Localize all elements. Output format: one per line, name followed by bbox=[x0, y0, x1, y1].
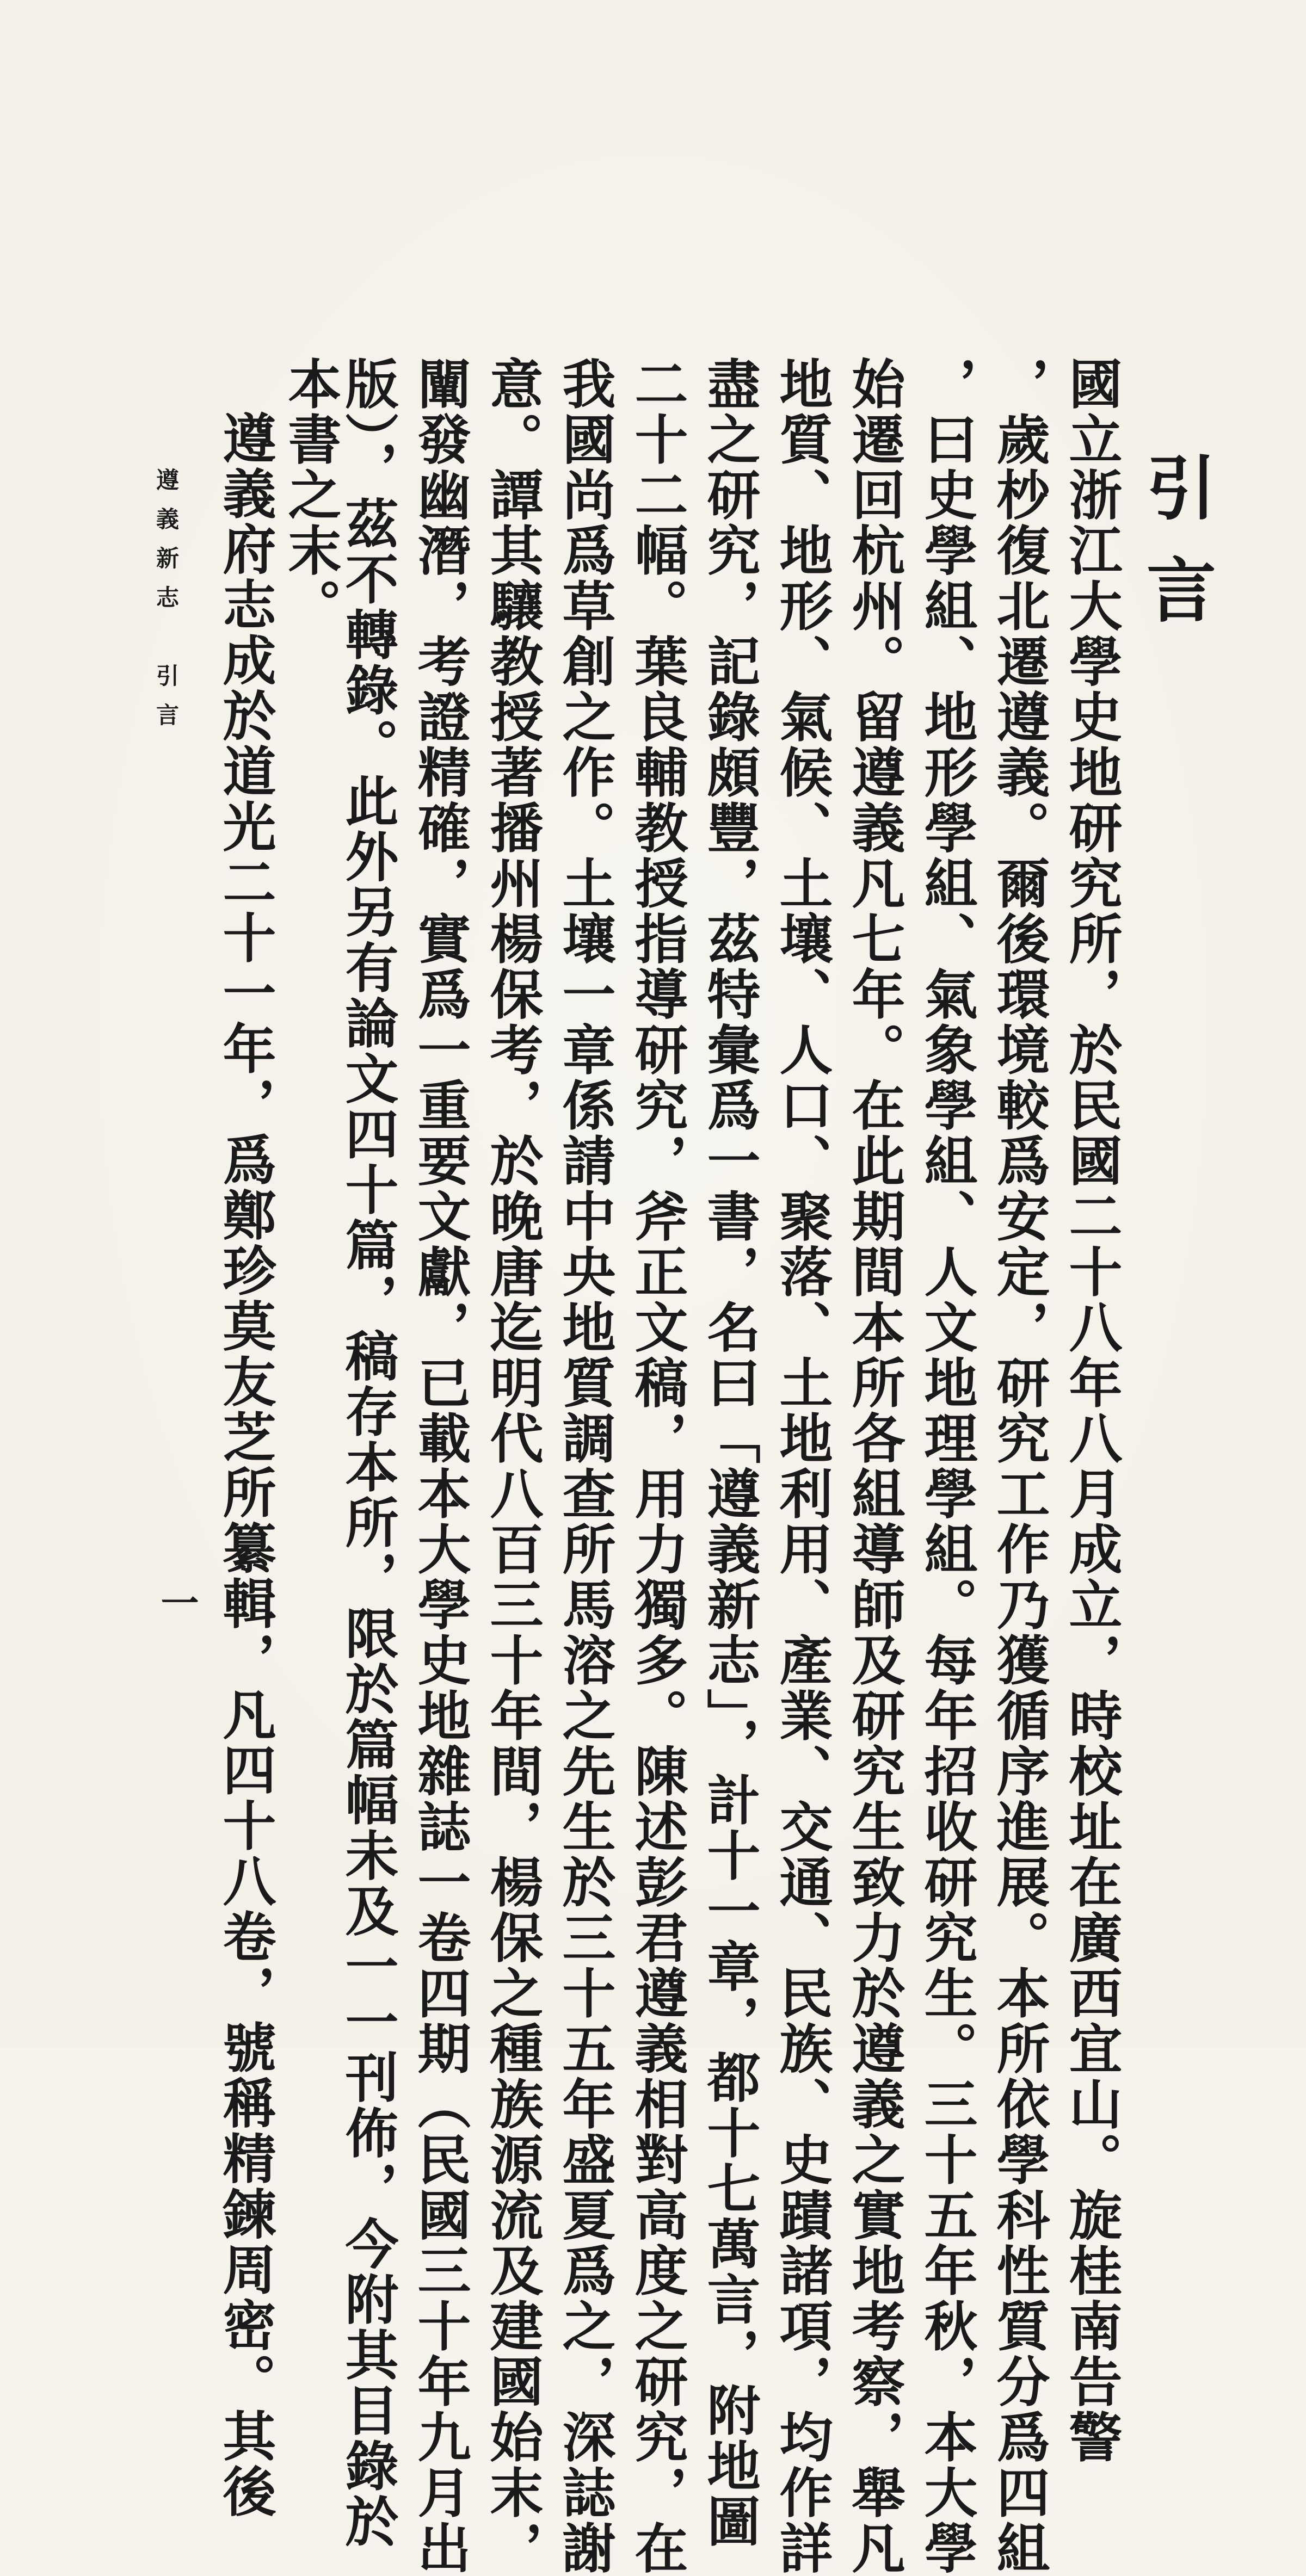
body-column-10: 闡發幽潛，考證精確，實爲一重要文獻，已載本大學史地雜誌一卷四期（民國三十年九月出 bbox=[409, 356, 471, 2576]
body-column-13: 遵義府志成於道光二十一年，爲鄭珍莫友芝所纂輯，凡四十八卷，號稱精鍊周密。其後 bbox=[214, 411, 276, 2519]
body-column-8: 我國尚爲草創之作。土壤一章係請中央地質調查所馬溶之先生於三十五年盛夏爲之，深誌謝 bbox=[553, 356, 616, 2576]
body-column-3: ，曰史學組、地形學組、氣象學組、人文地理學組。每年招收研究生。三十五年秋，本大學 bbox=[915, 356, 978, 2576]
body-column-12: 本書之末。 bbox=[279, 356, 342, 634]
body-column-1: 國立浙江大學史地研究所，於民國二十八年八月成立，時校址在廣西宜山。旋桂南告警 bbox=[1060, 356, 1123, 2465]
body-column-2: ，歲杪復北遷遵義。爾後環境較爲安定，研究工作乃獲循序進展。本所依學科性質分爲四組 bbox=[988, 356, 1050, 2576]
chapter-title: 引言 bbox=[1135, 452, 1216, 656]
body-column-9: 意。譚其驤教授著播州楊保考，於晚唐迄明代八百三十年間，楊保之種族源流及建國始末， bbox=[481, 356, 544, 2576]
page-number: 一 bbox=[155, 1583, 200, 1621]
body-column-11: 版），茲不轉錄。此外另有論文四十篇，稿存本所，限於篇幅未及一一刊佈，今附其目錄於 bbox=[336, 356, 399, 2549]
body-column-5: 地質、地形、氣候、土壤、人口、聚落、土地利用、產業、交通、民族、史蹟諸項，均作詳 bbox=[771, 356, 833, 2576]
body-column-7: 二十二幅。葉良輔教授指導研究，斧正文稿，用力獨多。陳述彭君遵義相對高度之研究，在 bbox=[626, 356, 688, 2576]
body-column-6: 盡之研究，記錄頗豐，茲特彙爲一書，名曰「遵義新志」，計十一章，都十七萬言，附地圖 bbox=[698, 356, 761, 2549]
body-column-4: 始遷回杭州。留遵義凡七年。在此期間本所各組導師及研究生致力於遵義之實地考察，舉凡 bbox=[843, 356, 905, 2576]
running-head: 遵義新志 引言 bbox=[153, 468, 180, 742]
